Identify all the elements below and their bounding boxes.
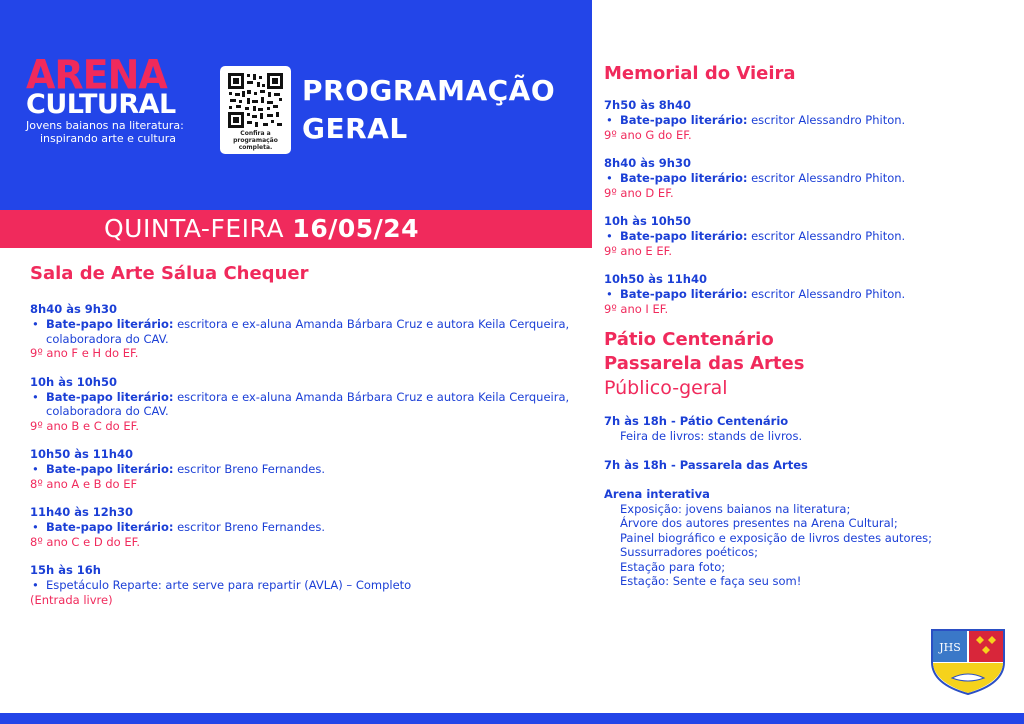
slot-text: escritor Breno Fernandes.	[173, 462, 326, 476]
slot-description	[30, 317, 590, 346]
slot-time: 10h50 às 11h40	[30, 447, 134, 461]
slot-description	[604, 171, 1004, 186]
slot-description	[30, 578, 590, 593]
slot-description	[30, 390, 590, 419]
slot-time: 8h40 às 9h30	[30, 302, 117, 316]
slot-label: Bate-papo literário:	[46, 317, 174, 331]
title-line2: GERAL	[302, 112, 408, 145]
arena-item: Árvore dos autores presentes na Arena Cultural;	[620, 516, 898, 530]
schedule-slot	[604, 272, 1004, 316]
slot-audience: 8º ano A e B do EF	[30, 476, 138, 491]
arena-cultural-logo	[26, 51, 206, 145]
patio-heading	[604, 328, 1004, 400]
slot-audience: (Entrada livre)	[30, 592, 113, 607]
arena-item: Exposição: jovens baianos na literatura;	[620, 501, 851, 516]
section-title-memorial: Memorial do Vieira	[604, 63, 796, 84]
slot-label: Bate-papo literário:	[46, 389, 174, 404]
schedule-slot	[604, 214, 1004, 258]
slot-text: escritora e ex-aluna Amanda Bárbara Cruz e autora Keila Cerqueira, colaboradora do CAV.	[46, 317, 570, 346]
slot-label: Bate-papo literário:	[620, 287, 748, 301]
arena-slot	[604, 487, 1004, 589]
qr-code-icon	[227, 72, 284, 129]
section-title-patio: Pátio Centenário	[604, 329, 774, 350]
bottom-bar	[0, 713, 1024, 724]
schedule-slot	[30, 447, 590, 491]
slot-description	[30, 520, 590, 535]
slot-text: Feira de livros: stands de livros.	[620, 429, 803, 443]
slot-time: 7h50 às 8h40	[604, 98, 691, 112]
title-line1: PROGRAMAÇÃO	[302, 74, 556, 107]
section-title-sala-arte: Sala de Arte Sálua Chequer	[30, 263, 309, 284]
slot-description	[604, 229, 1004, 244]
schedule-slot	[604, 156, 1004, 200]
school-crest	[930, 628, 1006, 700]
slot-text: escritor Alessandro Phiton.	[747, 287, 906, 301]
slot-audience: 8º ano C e D do EF.	[30, 534, 141, 549]
weekday: QUINTA-FEIRA	[104, 214, 284, 243]
logo-tagline1: Jovens baianos na literatura:	[26, 119, 184, 132]
arena-title: Arena interativa	[604, 486, 710, 501]
schedule-slot	[30, 302, 590, 361]
arena-item: Estação: Sente e faça seu som!	[620, 574, 802, 588]
slot-label: Bate-papo literário:	[46, 462, 174, 476]
arena-item: Estação para foto;	[620, 559, 726, 574]
arena-item: Sussurradores poéticos;	[620, 545, 759, 559]
slot-text: escritor Alessandro Phiton.	[747, 113, 906, 127]
slot-text: Espetáculo Reparte: arte serve para repartir (AVLA) – Completo	[46, 578, 412, 592]
slot-time: 10h às 10h50	[30, 374, 117, 389]
slot-audience: 9º ano E EF.	[604, 243, 673, 258]
day-band	[0, 210, 592, 248]
schedule-slot	[30, 563, 590, 607]
logo-line1: ARENA	[26, 51, 167, 99]
left-column	[30, 262, 590, 607]
logo-line2: CULTURAL	[26, 89, 176, 120]
slot-label: Bate-papo literário:	[620, 171, 748, 185]
slot-time: 7h às 18h - Passarela das Artes	[604, 457, 808, 472]
public-label: Público-geral	[604, 377, 728, 399]
slot-description	[604, 287, 1004, 302]
slot-label: Bate-papo literário:	[620, 229, 748, 243]
svg-text:JHS: JHS	[939, 641, 961, 654]
slot-time: 10h às 10h50	[604, 214, 691, 228]
slot-audience: 9º ano G do EF.	[604, 127, 692, 142]
section-title-passarela: Passarela das Artes	[604, 353, 805, 374]
slot-time: 8h40 às 9h30	[604, 156, 691, 170]
schedule-slot	[604, 98, 1004, 142]
slot-audience: 9º ano D EF.	[604, 185, 674, 200]
slot-text: escritora e ex-aluna Amanda Bárbara Cruz e autora Keila Cerqueira, colaboradora do CAV.	[46, 389, 570, 418]
slot-time: 10h50 às 11h40	[604, 272, 708, 286]
passarela-slot	[604, 458, 1004, 473]
page-title	[302, 72, 555, 148]
slot-audience: 9º ano I EF.	[604, 301, 669, 316]
slot-text: escritor Alessandro Phiton.	[747, 229, 906, 243]
schedule-slot	[30, 505, 590, 549]
slot-description	[604, 113, 1004, 128]
right-column	[604, 62, 1004, 589]
arena-item: Painel biográfico e exposição de livros destes autores;	[620, 530, 933, 545]
slot-time: 7h às 18h - Pátio Centenário	[604, 414, 789, 428]
slot-text: escritor Alessandro Phiton.	[747, 171, 906, 185]
qr-code[interactable]	[220, 66, 291, 154]
qr-caption: Confira a programação completa.	[233, 130, 278, 151]
slot-audience: 9º ano F e H do EF.	[30, 346, 139, 360]
schedule-slot	[30, 375, 590, 434]
school-crest-icon	[930, 628, 1006, 696]
slot-time: 15h às 16h	[30, 563, 101, 577]
slot-audience: 9º ano B e C do EF.	[30, 418, 140, 433]
day-label	[104, 214, 419, 243]
slot-text: escritor Breno Fernandes.	[173, 520, 326, 534]
slot-description	[30, 462, 590, 477]
slot-label: Bate-papo literário:	[46, 520, 174, 534]
patio-slot	[604, 414, 1004, 444]
logo-tagline2: inspirando arte e cultura	[40, 132, 176, 145]
date: 16/05/24	[292, 214, 420, 243]
slot-label: Bate-papo literário:	[620, 113, 748, 127]
slot-time: 11h40 às 12h30	[30, 505, 134, 519]
